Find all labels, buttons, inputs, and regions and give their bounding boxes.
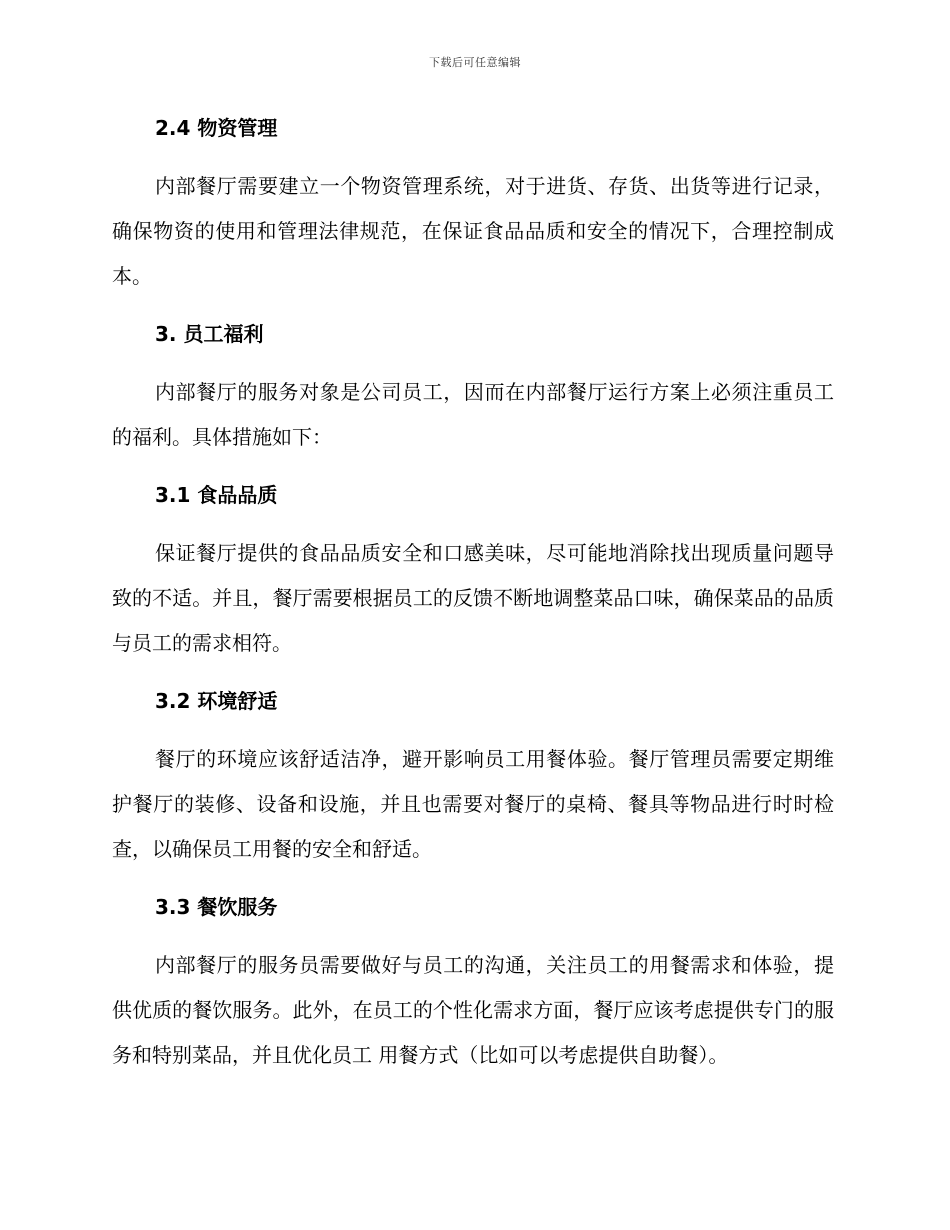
section-heading-2-4: 2.4 物资管理: [155, 116, 278, 140]
section-heading-3-1: 3.1 食品品质: [155, 483, 278, 507]
section-body-2-4: 内部餐厅需要建立一个物资管理系统，对于进货、存货、出货等进行记录，确保物资的使用和管理法律规范，在保证食品品质和安全的情况下，合理控制成本。: [112, 174, 834, 288]
page-header: 下载后可任意编辑: [429, 56, 521, 69]
section-body-3-2: 餐厅的环境应该舒适洁净，避开影响员工用餐体验。餐厅管理员需要定期维护餐厅的装修、设备和设施，并且也需要对餐厅的桌椅、餐具等物品进行时时检查，以确保员工用餐的安全和舒适。: [112, 747, 834, 861]
document-body: [112, 108, 834, 1078]
section-heading-3-3: 3.3 餐饮服务: [155, 895, 278, 919]
section-body-3: 内部餐厅的服务对象是公司员工，因而在内部餐厅运行方案上必须注重员工的福利。具体措施如下：: [112, 380, 834, 449]
section-body-3-1: 保证餐厅提供的食品品质安全和口感美味，尽可能地消除找出现质量问题导致的不适。并且，餐厅需要根据员工的反馈不断地调整菜品口味，确保菜品的品质与员工的需求相符。: [112, 541, 834, 655]
section-heading-3: 3. 员工福利: [155, 322, 264, 346]
section-heading-3-2: 3.2 环境舒适: [155, 689, 278, 713]
section-body-3-3: 内部餐厅的服务员需要做好与员工的沟通，关注员工的用餐需求和体验，提供优质的餐饮服务。此外，在员工的个性化需求方面，餐厅应该考虑提供专门的服务和特别菜品，并且优化员工 用餐方式（比如可以考虑提供自助餐）。: [112, 953, 834, 1067]
